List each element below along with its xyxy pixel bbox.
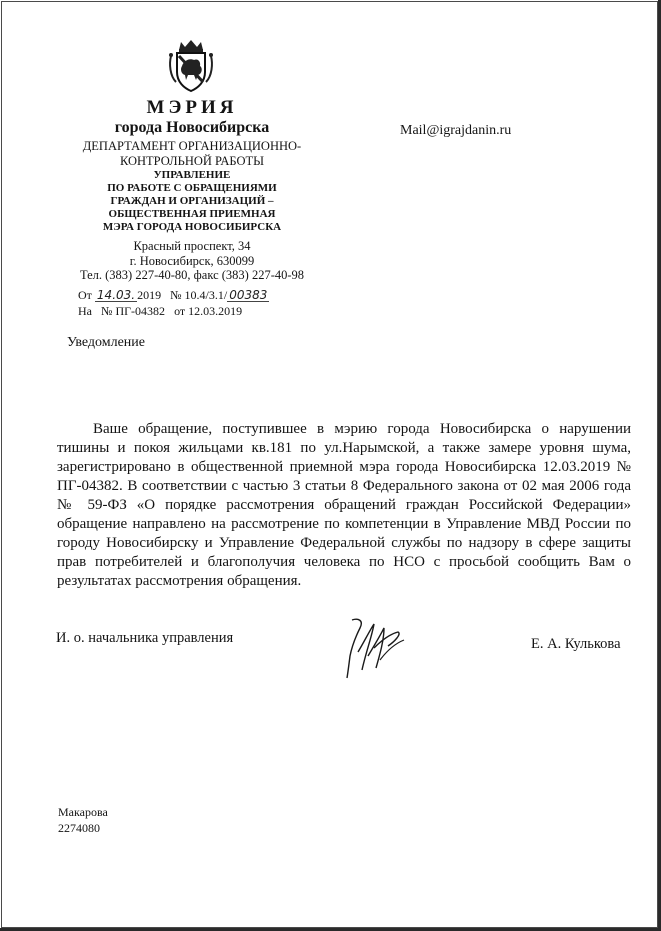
- management-line: ОБЩЕСТВЕННАЯ ПРИЕМНАЯ: [108, 208, 276, 220]
- reference-date: 12.03.2019: [188, 304, 243, 318]
- executor-phone: 2274080: [58, 821, 100, 835]
- handwritten-date: 14.03.: [96, 288, 136, 302]
- city-title: города Новосибирска: [114, 119, 270, 136]
- from-year: 2019: [137, 288, 162, 302]
- outgoing-registration-line: [78, 289, 269, 302]
- reference-number: № ПГ-04382: [101, 304, 166, 318]
- handwritten-signature: [344, 612, 410, 680]
- signatory-name: Е. А. Кулькова: [531, 636, 621, 652]
- phone-fax-line: Тел. (383) 227-40-80, факс (383) 227-40-98: [79, 268, 305, 282]
- from-label: От: [78, 288, 92, 302]
- mayor-office-title: МЭРИЯ: [146, 97, 238, 118]
- management-line: МЭРА ГОРОДА НОВОСИБИРСКА: [102, 221, 282, 233]
- management-line: ГРАЖДАН И ОРГАНИЗАЦИЙ –: [110, 195, 274, 207]
- management-line: ПО РАБОТЕ С ОБРАЩЕНИЯМИ: [107, 182, 277, 194]
- signatory-position: И. о. начальника управления: [56, 630, 234, 646]
- address-line: г. Новосибирск, 630099: [129, 254, 255, 268]
- on-label: На: [78, 304, 92, 318]
- number-label: № 10.4/3.1/: [170, 288, 228, 302]
- management-line: УПРАВЛЕНИЕ: [153, 169, 231, 181]
- document-subject: Уведомление: [67, 335, 146, 350]
- on-date-label: от: [174, 304, 186, 318]
- address-line: Красный проспект, 34: [133, 239, 251, 253]
- coat-of-arms-emblem: [167, 38, 215, 94]
- department-line: КОНТРОЛЬНОЙ РАБОТЫ: [119, 154, 265, 168]
- recipient-email: Mail@igrajdanin.ru: [400, 123, 512, 138]
- executor-name: Макарова: [58, 805, 108, 819]
- department-line: ДЕПАРТАМЕНТ ОРГАНИЗАЦИОННО-: [82, 139, 302, 153]
- handwritten-number: 00383: [229, 288, 268, 302]
- incoming-reference-line: [78, 305, 242, 317]
- letter-body: Ваше обращение, поступившее в мэрию города Новосибирска о нарушении тишины и покоя жильцами кв.181 по ул.Нарымской, а также замере уровня шума, зарегистрировано в общественной приемной мэра города Новосибирска 12.03.2019 № ПГ-04382. В соответствии с частью 3 статьи 8 Федерального закона от 02 мая 2006 года № 59-ФЗ «О порядке рассмотрения обращений граждан Российской Федерации» обращение направлено на рассмотрение по компетенции в Управление МВД России по городу Новосибирску и Управление Федеральной службы по надзору в сфере защиты прав потребителей и благополучия человека по НСО с просьбой сообщить Вам о результатах рассмотрения обращения.: [57, 421, 631, 589]
